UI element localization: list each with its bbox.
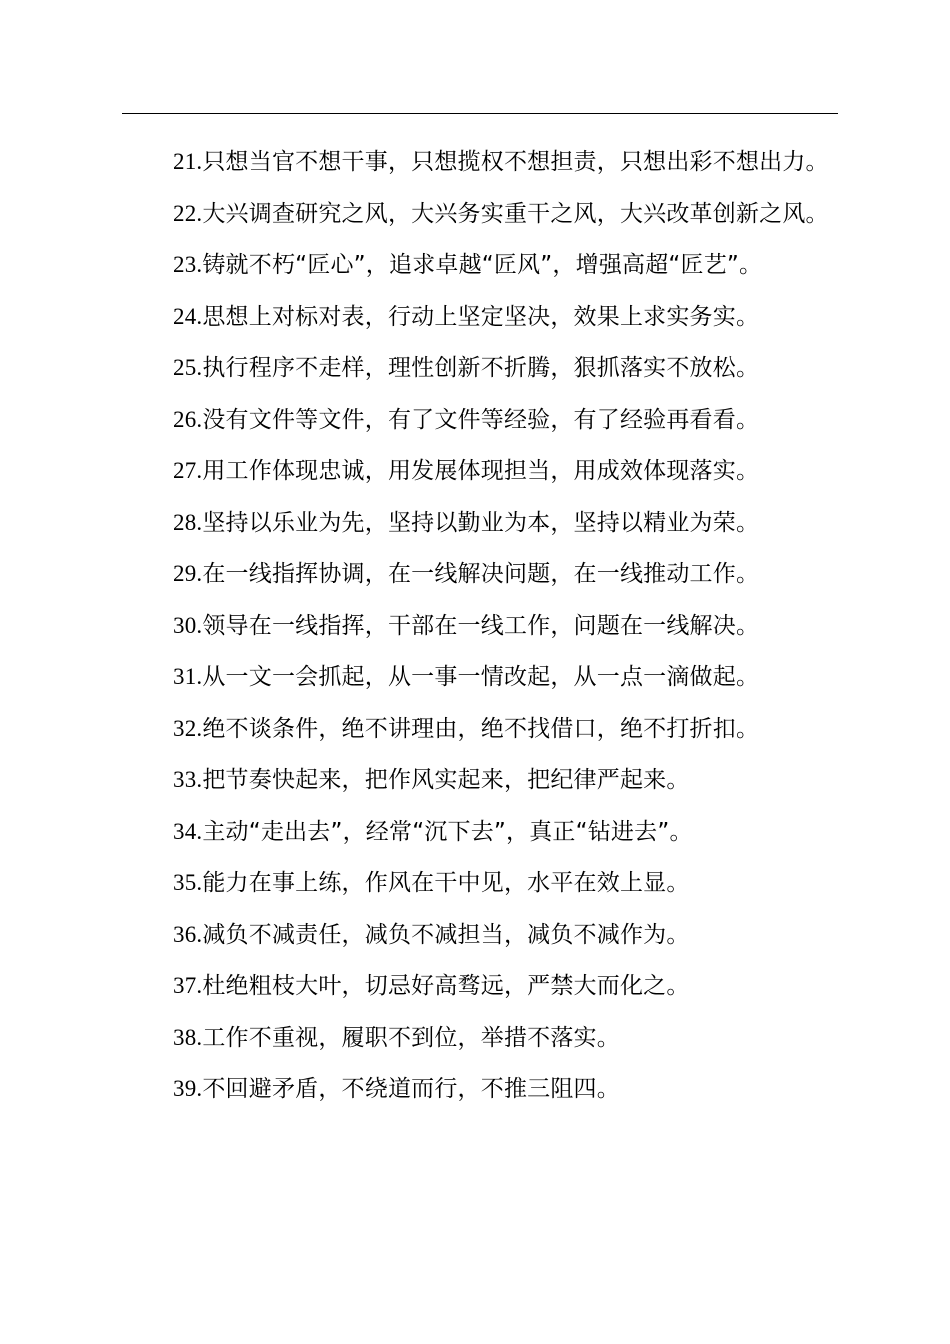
item-text: 坚持以乐业为先，坚持以勤业为本，坚持以精业为荣。 bbox=[202, 509, 760, 536]
list-item bbox=[122, 760, 838, 800]
list-item bbox=[122, 1069, 838, 1109]
item-number: 39. bbox=[173, 1076, 203, 1101]
item-number: 32. bbox=[173, 715, 203, 741]
item-number: 30. bbox=[173, 612, 203, 638]
item-number: 38. bbox=[173, 1024, 203, 1050]
item-text: 工作不重视，履职不到位，举措不落实。 bbox=[202, 1024, 620, 1051]
item-number: 33. bbox=[173, 767, 203, 792]
list-item bbox=[122, 503, 838, 543]
item-number: 28. bbox=[173, 509, 203, 535]
header-rule bbox=[122, 113, 838, 114]
item-text: 思想上对标对表，行动上坚定坚决，效果上求实务实。 bbox=[202, 303, 760, 330]
item-text: 减负不减责任，减负不减担当，减负不减作为。 bbox=[202, 921, 690, 948]
list-item bbox=[122, 606, 838, 646]
list-item bbox=[122, 554, 838, 594]
item-number: 23. bbox=[173, 252, 203, 277]
item-text: 铸就不朽“匠心”，追求卓越“匠风”，增强高超“匠艺”。 bbox=[202, 252, 763, 278]
item-text: 主动“走出去”，经常“沉下去”，真正“钻进去”。 bbox=[202, 818, 693, 845]
item-text: 用工作体现忠诚，用发展体现担当，用成效体现落实。 bbox=[202, 458, 760, 484]
item-text: 没有文件等文件，有了文件等经验，有了经验再看看。 bbox=[202, 406, 760, 433]
list-item bbox=[122, 657, 838, 697]
list-item bbox=[122, 915, 838, 955]
item-number: 26. bbox=[173, 406, 203, 432]
list-item bbox=[122, 194, 838, 234]
list-item bbox=[122, 863, 838, 903]
item-text: 执行程序不走样，理性创新不折腾，狠抓落实不放松。 bbox=[202, 355, 760, 381]
list-item bbox=[122, 966, 838, 1006]
list-item bbox=[122, 451, 838, 491]
item-number: 22. bbox=[173, 200, 203, 226]
item-number: 37. bbox=[173, 973, 203, 998]
list-item bbox=[122, 348, 838, 388]
item-text: 从一文一会抓起，从一事一情改起，从一点一滴做起。 bbox=[202, 664, 760, 690]
list-item bbox=[122, 812, 838, 852]
item-text: 大兴调查研究之风，大兴务实重干之风，大兴改革创新之风。 bbox=[202, 200, 829, 227]
list-item bbox=[122, 1018, 838, 1058]
item-number: 21. bbox=[173, 149, 203, 174]
item-number: 34. bbox=[173, 818, 203, 844]
item-number: 27. bbox=[173, 458, 203, 483]
item-number: 29. bbox=[173, 561, 203, 586]
item-number: 25. bbox=[173, 355, 203, 380]
list-item bbox=[122, 245, 838, 285]
item-text: 不回避矛盾，不绕道而行，不推三阻四。 bbox=[202, 1076, 620, 1102]
item-text: 在一线指挥协调，在一线解决问题，在一线推动工作。 bbox=[202, 561, 760, 587]
item-text: 只想当官不想干事，只想揽权不想担责，只想出彩不想出力。 bbox=[202, 149, 829, 175]
item-number: 36. bbox=[173, 921, 203, 947]
list-item bbox=[122, 142, 838, 182]
item-text: 把节奏快起来，把作风实起来，把纪律严起来。 bbox=[202, 767, 690, 793]
item-text: 领导在一线指挥，干部在一线工作，问题在一线解决。 bbox=[202, 612, 760, 639]
item-text: 能力在事上练，作风在干中见，水平在效上显。 bbox=[202, 870, 690, 896]
item-number: 31. bbox=[173, 664, 203, 689]
item-number: 35. bbox=[173, 870, 203, 895]
list-item bbox=[122, 400, 838, 440]
list-item bbox=[122, 297, 838, 337]
document-body bbox=[122, 142, 838, 1121]
list-item bbox=[122, 709, 838, 749]
item-text: 绝不谈条件，绝不讲理由，绝不找借口，绝不打折扣。 bbox=[202, 715, 760, 742]
item-text: 杜绝粗枝大叶，切忌好高骛远，严禁大而化之。 bbox=[202, 973, 690, 999]
item-number: 24. bbox=[173, 303, 203, 329]
